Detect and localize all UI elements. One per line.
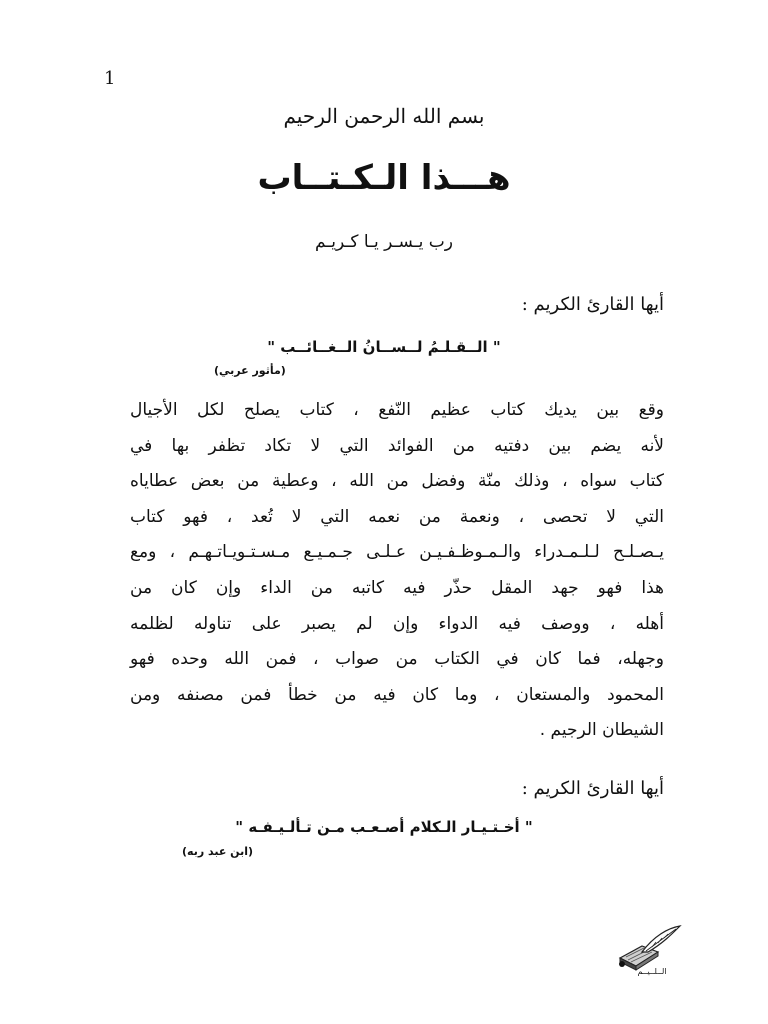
body-line: هذا فهو جهد المقل حذّر فيه كاتبه من الداء وإن كان من (130, 577, 664, 598)
body-line: لأنه يضم بين دفتيه من الفوائد التي لا تكاد تظفر بها في (130, 435, 664, 456)
subtitle: رب يـسـر يـا كـريـم (314, 232, 454, 252)
book-quill-icon (612, 922, 684, 978)
body-line: يـصـلـح لـلـمـدراء والـمـوظـفـيـن عـلـى جـمـيـع مـسـتـويـاتـهـم ، ومع (130, 542, 664, 563)
body-line: كتاب سواه ، وذلك منّة وفضل من الله ، وعطية من بعض عطاياه (130, 471, 664, 492)
page-number: 1 (104, 68, 116, 89)
body-line: الشيطان الرجيم . (539, 720, 664, 741)
quote-attribution-1: (مأثور عربي) (214, 364, 286, 377)
quote-2: " أخـتـيـار الـكلام أصـعـب مـن تـألـيـفـه " (235, 818, 533, 836)
section-heading-2: أيها القارئ الكريم : (521, 778, 664, 799)
body-line: وجهله، فما كان في الكتاب من صواب ، فمن الله وحده فهو (130, 649, 664, 670)
body-paragraph (130, 393, 664, 749)
quote-1: " الــقـلـمُ لــســانُ الــغــائــب " (267, 338, 501, 356)
logo-text: الــلــيــم (637, 967, 667, 976)
body-line: وقع بين يديك كتاب عظيم النّفع ، كتاب يصلح لكل الأجيال (130, 400, 664, 420)
basmala: بسم الله الرحمن الرحيم (283, 104, 485, 128)
page-title: هـــذا الـكـتــاب (257, 158, 511, 198)
quote-attribution-2: (ابن عبد ربه) (182, 845, 254, 858)
publisher-logo (612, 922, 684, 978)
section-heading-1: أيها القارئ الكريم : (521, 294, 664, 315)
body-line: أهله ، ووصف فيه الدواء وإن لم يصبر على تناوله لظلمه (130, 613, 664, 634)
body-line: التي لا تحصى ، ونعمة من نعمه التي لا تُعد ، فهو كتاب (130, 506, 664, 527)
body-line: المحمود والمستعان ، وما كان فيه من خطأ فمن مصنفه ومن (130, 684, 664, 705)
